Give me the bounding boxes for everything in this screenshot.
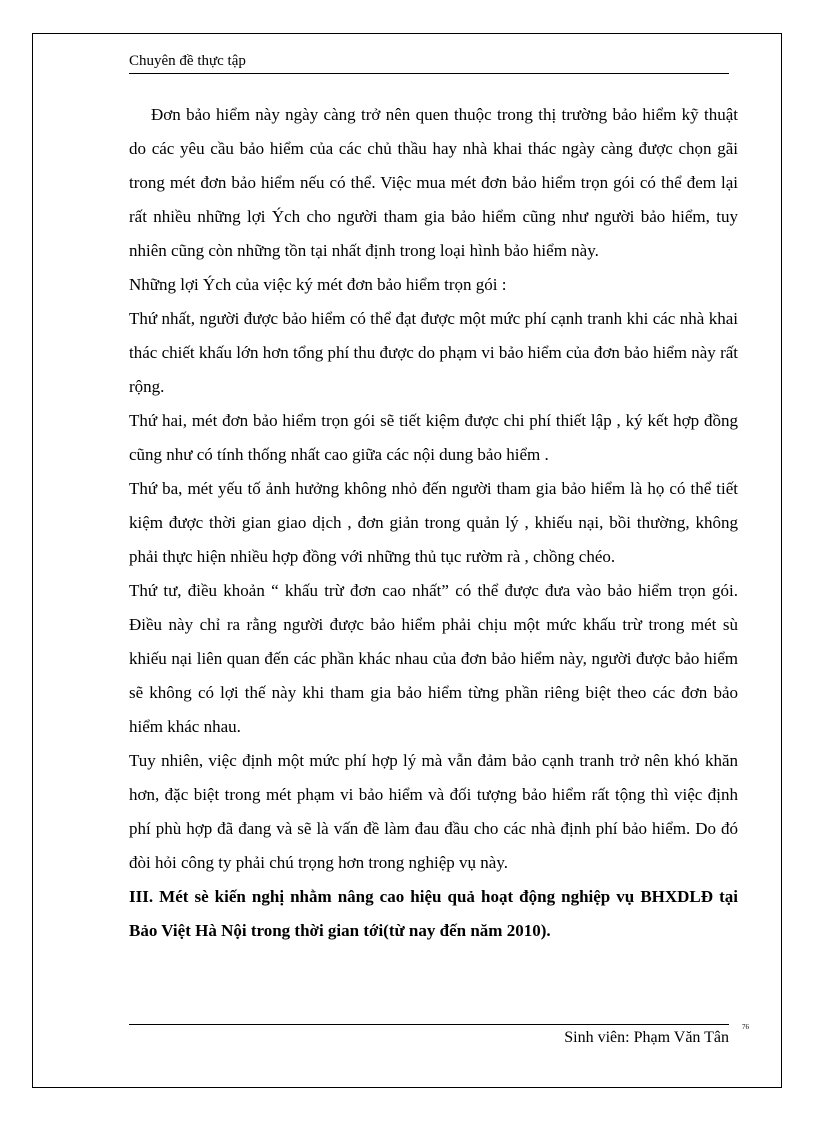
section-heading: III. Mét sè kiến nghị nhằm nâng cao hiệu quả hoạt động nghiệp vụ BHXDLĐ tại Bảo Việt Hà Nội trong thời gian tới(từ nay đến năm 2010). [129,887,738,940]
page-number: 76 [742,1023,749,1031]
paragraph-fourth-benefit: Thứ tư, điều khoản “ khấu trừ đơn cao nhất” có thể được đưa vào bảo hiểm trọn gói. Điều này chỉ ra rằng người được bảo hiểm phải chịu một mức khấu trừ trong mét sù khiếu nại liên quan đến các phần khác nhau của đơn bảo hiểm này, người được bảo hiểm sẽ không có lợi thế này khi tham gia bảo hiểm từng phần riêng biệt theo các đơn bảo hiểm khác nhau. [129,581,738,736]
page-footer: Sinh viên: Phạm Văn Tân [564,1029,729,1046]
paragraph-second-benefit: Thứ hai, mét đơn bảo hiểm trọn gói sẽ tiết kiệm được chi phí thiết lập , ký kết hợp đồng cũng như có tính thống nhất cao giữa các nội dung bảo hiểm . [129,411,738,464]
paragraph-third-benefit: Thứ ba, mét yếu tố ảnh hưởng không nhỏ đến người tham gia bảo hiểm là họ có thể tiết kiệm được thời gian giao dịch , đơn giản trong quản lý , khiếu nại, bồi thường, không phải thực hiện nhiều hợp đồng với những thủ tục rườm rà , chồng chéo. [129,479,738,566]
paragraph-conclusion: Tuy nhiên, việc định một mức phí hợp lý mà vẫn đảm bảo cạnh tranh trở nên khó khăn hơn, đặc biệt trong mét phạm vi bảo hiểm và đối tượng bảo hiểm rất tộng thì việc định phí phù hợp đã đang và sẽ là vấn đề làm đau đầu cho các nhà định phí bảo hiểm. Do đó đòi hỏi công ty phải chú trọng hơn trong nghiệp vụ này. [129,751,738,872]
paragraph-benefits-heading: Những lợi Ých của việc ký mét đơn bảo hiểm trọn gói : [129,275,507,294]
paragraph-intro: Đơn bảo hiểm này ngày càng trở nên quen thuộc trong thị trường bảo hiểm kỹ thuật do các yêu cầu bảo hiểm của các chủ thầu hay nhà khai thác ngày càng được chọn gãi trong mét đơn bảo hiểm nếu có thể. Việc mua mét đơn bảo hiểm trọn gói có thể đem lại rất nhiều những lợi Ých cho người tham gia bảo hiểm cũng như người bảo hiểm, tuy nhiên cũng còn những tồn tại nhất định trong loại hình bảo hiểm này. [129,105,738,260]
footer-divider [129,1024,729,1025]
document-body [129,98,738,948]
page-header: Chuyên đề thực tập [129,52,729,74]
paragraph-first-benefit: Thứ nhất, người được bảo hiểm có thể đạt được một mức phí cạnh tranh khi các nhà khai thác chiết khấu lớn hơn tổng phí thu được do phạm vi bảo hiểm của đơn bảo hiểm này rất rộng. [129,309,738,396]
